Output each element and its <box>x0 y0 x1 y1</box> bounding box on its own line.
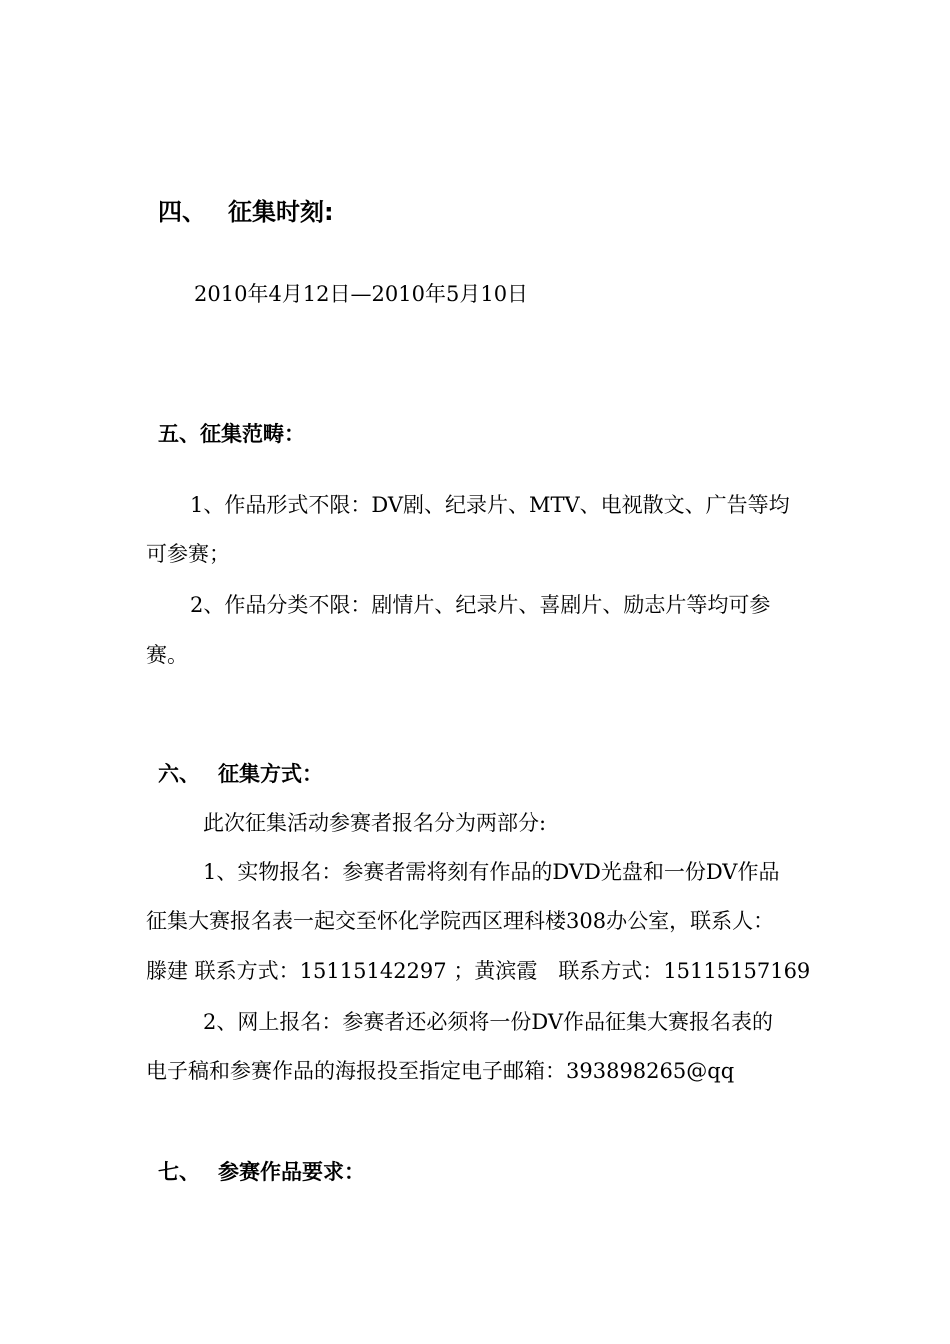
section-seven-title: 参赛作品要求： <box>218 1160 365 1184</box>
scope-item-2: 2、作品分类不限：剧情片、纪录片、喜剧片、励志片等均可参 <box>190 593 771 617</box>
section-five-heading: 五、征集范畴： <box>158 422 305 446</box>
section-seven-number: 七、 <box>158 1160 200 1184</box>
method-item-2-cont: 电子稿和参赛作品的海报投至指定电子邮箱：393898265@qq <box>146 1059 735 1083</box>
contact-line: 滕建 联系方式：15115142297 ；黄滨霞 联系方式：15115157169 <box>146 959 811 983</box>
section-six-title: 征集方式： <box>218 762 323 786</box>
scope-item-1: 1、作品形式不限：DV剧、纪录片、MTV、电视散文、广告等均 <box>190 493 790 517</box>
collection-period: 2010年4月12日—2010年5月10日 <box>194 282 529 306</box>
scope-item-1-cont: 可参赛； <box>146 542 230 566</box>
section-four-number: 四、 <box>158 198 206 226</box>
section-six-number: 六、 <box>158 762 200 786</box>
scope-item-2-cont: 赛。 <box>146 643 188 667</box>
section-seven-heading <box>158 1162 365 1183</box>
method-item-1: 1、实物报名：参赛者需将刻有作品的DVD光盘和一份DV作品 <box>203 860 780 884</box>
section-four-title: 征集时刻: <box>228 198 334 226</box>
method-item-2: 2、网上报名：参赛者还必须将一份DV作品征集大赛报名表的 <box>203 1010 773 1034</box>
section-six-heading <box>158 764 323 785</box>
section-four-heading <box>158 200 334 224</box>
method-item-1-cont: 征集大赛报名表一起交至怀化学院西区理科楼308办公室，联系人： <box>146 909 775 933</box>
method-intro: 此次征集活动参赛者报名分为两部分: <box>203 811 547 835</box>
